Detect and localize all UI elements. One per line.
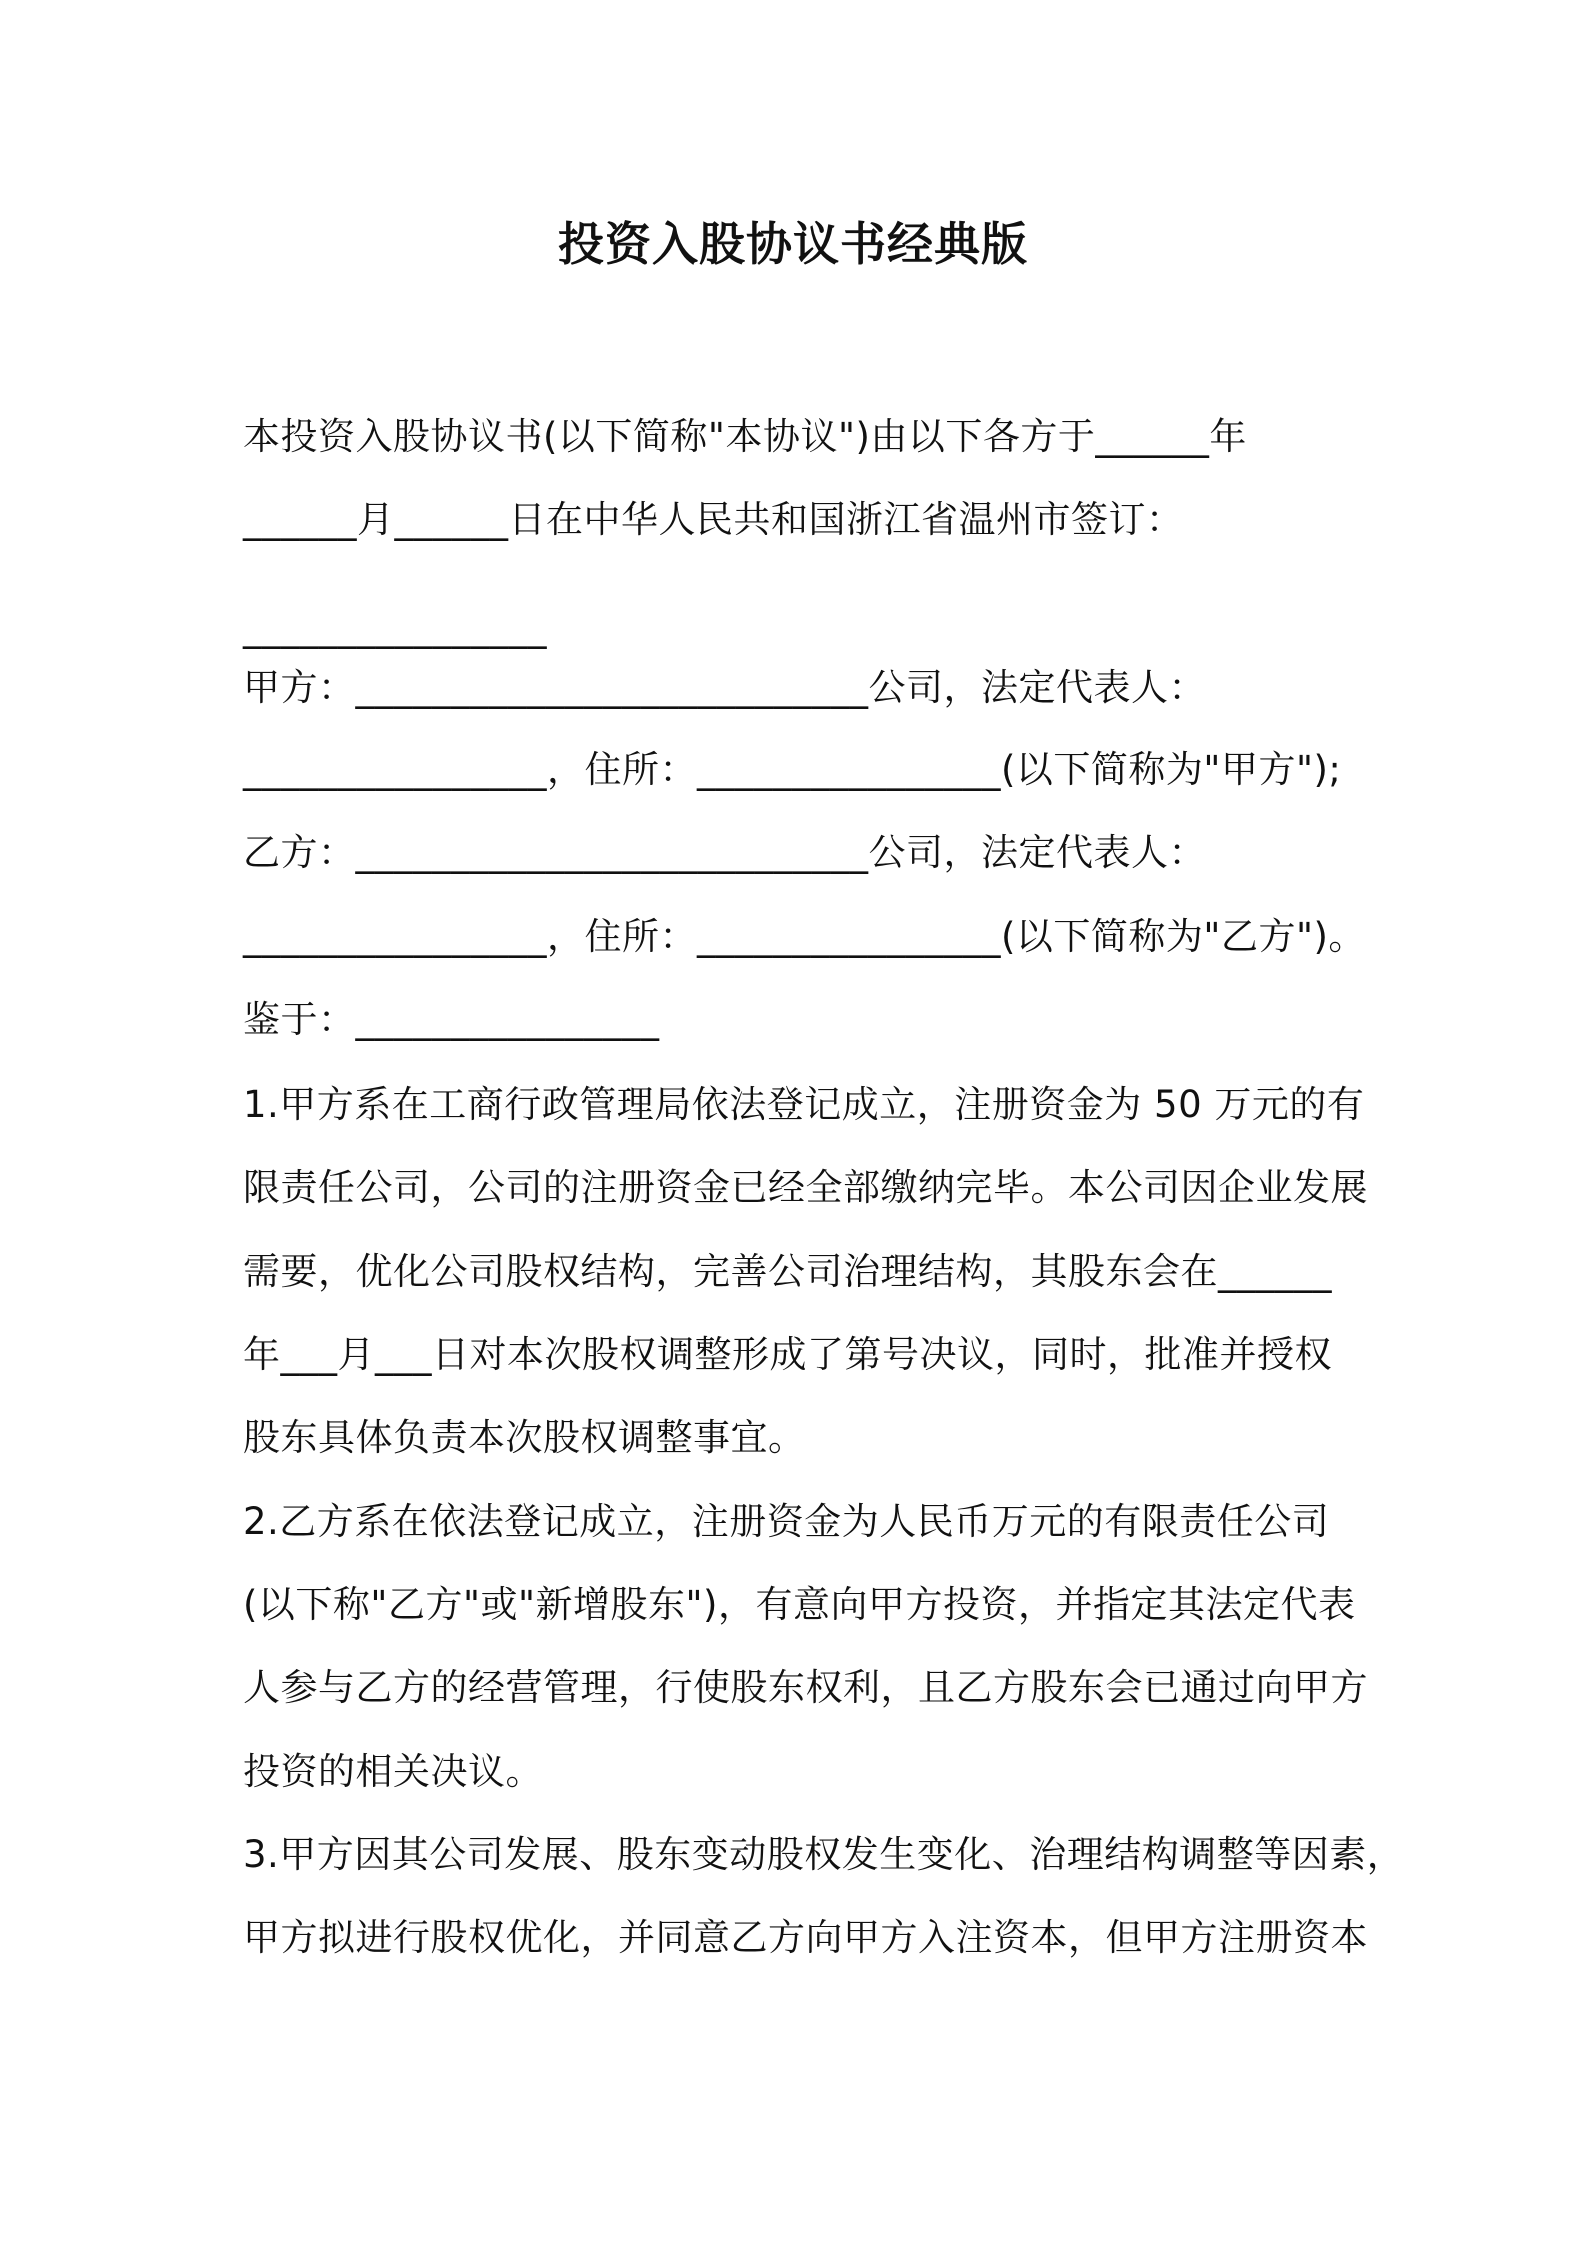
intro-line-2: ______月______日在中华人民共和国浙江省温州市签订： — [243, 498, 1184, 541]
clause-1-line-4: 年___月___日对本次股权调整形成了第号决议，同时，批准并授权 — [243, 1333, 1332, 1376]
party-a-line-2: ________________，住所：________________(以下简称为"甲方"); — [243, 748, 1342, 791]
clause-2-line-3: 人参与乙方的经营管理，行使股东权利，且乙方股东会已通过向甲方 — [243, 1666, 1368, 1709]
document-title: 投资入股协议书经典版 — [558, 217, 1028, 271]
whereas-line: 鉴于：________________ — [243, 998, 660, 1041]
blank-line: ________________ — [243, 606, 547, 649]
clause-1-line-1: 1.甲方系在工商行政管理局依法登记成立，注册资金为 50 万元的有 — [243, 1083, 1365, 1126]
clause-1-line-2: 限责任公司，公司的注册资金已经全部缴纳完毕。本公司因企业发展 — [243, 1166, 1368, 1209]
clause-2-line-1: 2.乙方系在依法登记成立，注册资金为人民币万元的有限责任公司 — [243, 1500, 1330, 1543]
party-b-line-1: 乙方：___________________________公司，法定代表人： — [243, 831, 1206, 874]
clause-3-line-2: 甲方拟进行股权优化，并同意乙方向甲方入注资本，但甲方注册资本 — [243, 1916, 1368, 1959]
clause-2-line-2: (以下称"乙方"或"新增股东")，有意向甲方投资，并指定其法定代表 — [243, 1583, 1356, 1626]
party-a-line-1: 甲方：___________________________公司，法定代表人： — [243, 666, 1206, 709]
clause-3-line-1: 3.甲方因其公司发展、股东变动股权发生变化、治理结构调整等因素， — [243, 1833, 1405, 1876]
clause-2-line-4: 投资的相关决议。 — [243, 1750, 543, 1793]
intro-line-1: 本投资入股协议书(以下简称"本协议")由以下各方于______年 — [243, 415, 1247, 458]
party-b-line-2: ________________，住所：________________(以下简称为"乙方")。 — [243, 915, 1366, 958]
clause-1-line-5: 股东具体负责本次股权调整事宜。 — [243, 1416, 806, 1459]
clause-1-line-3: 需要，优化公司股权结构，完善公司治理结构，其股东会在______ — [243, 1250, 1332, 1293]
